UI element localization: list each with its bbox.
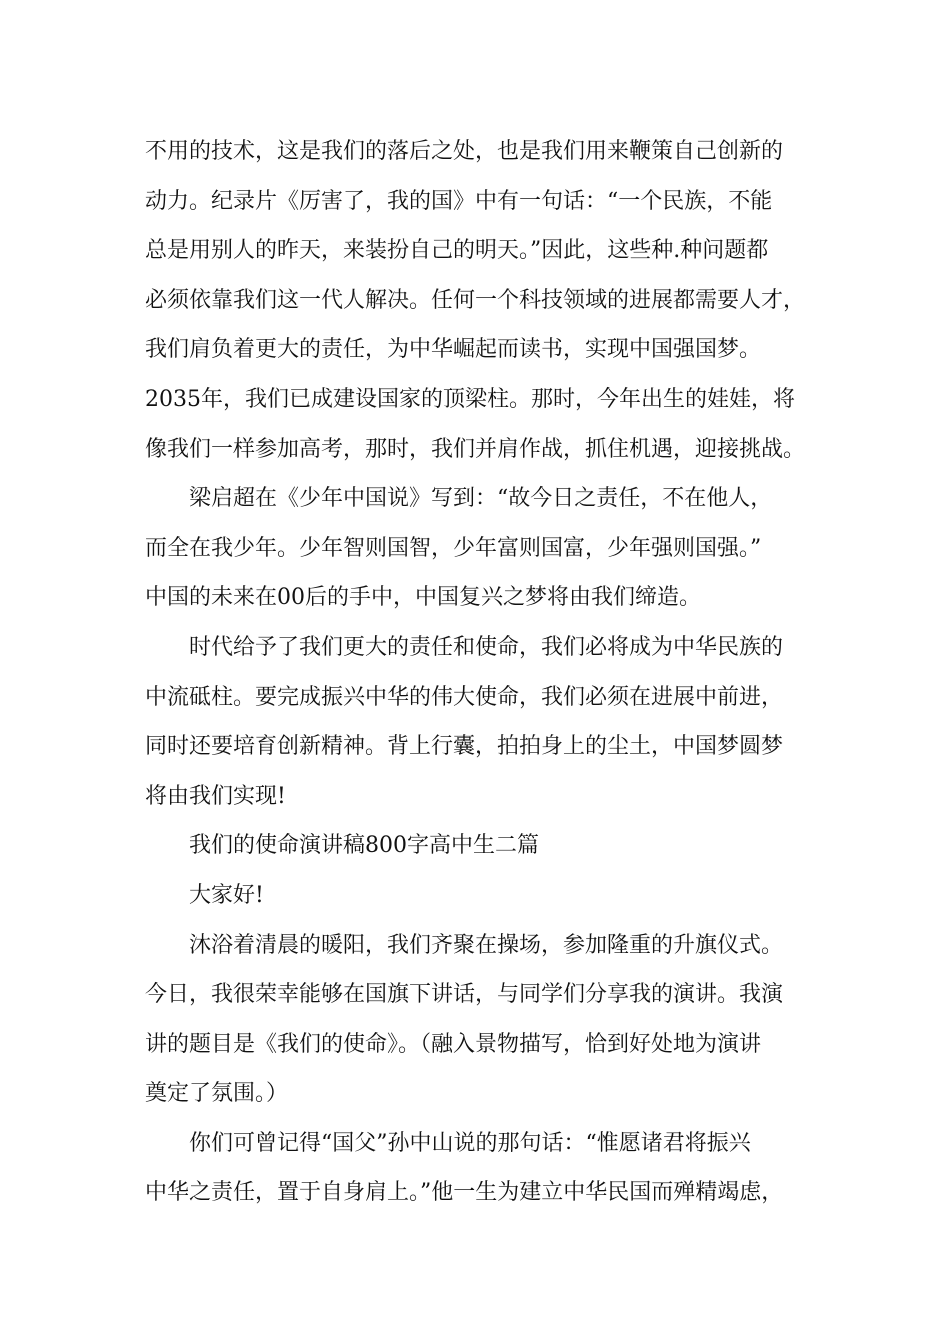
text-line: 中流砥柱。要完成振兴中华的伟大使命，我们必须在进展中前进， (145, 684, 784, 710)
text-line: 中国的未来在00后的手中，中国复兴之梦将由我们缔造。 (145, 585, 701, 611)
text-line: 总是用别人的昨天，来装扮自己的明天。”因此，这些种.种问题都 (145, 238, 769, 264)
paragraph (145, 921, 815, 1119)
paragraph (145, 821, 815, 871)
text-line: 我们肩负着更大的责任，为中华崛起而读书，实现中国强国梦。 (145, 337, 762, 363)
paragraph (145, 1119, 815, 1218)
text-line: 像我们一样参加高考，那时，我们并肩作战，抓住机遇，迎接挑战。 (145, 436, 806, 462)
text-line: 将由我们实现! (145, 783, 286, 809)
text-line: 2035年，我们已成建设国家的顶梁柱。那时，今年出生的娃娃，将 (145, 386, 795, 412)
text-line: 中华之责任，置于自身肩上。”他一生为建立中华民国而殚精竭虑， (145, 1180, 784, 1206)
paragraph (145, 623, 815, 821)
document-body (145, 127, 815, 1218)
text-line: 时代给予了我们更大的责任和使命，我们必将成为中华民族的 (189, 634, 784, 660)
text-line: 今日，我很荣幸能够在国旗下讲话，与同学们分享我的演讲。我演 (145, 982, 784, 1008)
text-line: 动力。纪录片《厉害了，我的国》中有一句话：“一个民族，不能 (145, 188, 773, 214)
text-line: 而全在我少年。少年智则国智，少年富则国富，少年强则国强。” (145, 535, 762, 561)
paragraph (145, 127, 815, 474)
text-line: 不用的技术，这是我们的落后之处，也是我们用来鞭策自己创新的 (145, 139, 784, 164)
text-line: 你们可曾记得“国父”孙中山说的那句话：“惟愿诸君将振兴 (189, 1130, 751, 1156)
text-line: 沐浴着清晨的暖阳，我们齐聚在操场，参加隆重的升旗仪式。 (189, 932, 784, 958)
text-line: 梁启超在《少年中国说》写到：“故今日之责任，不在他人， (189, 486, 773, 512)
text-line: 必须依靠我们这一代人解决。任何一个科技领域的进展都需要人才， (145, 287, 806, 313)
text-line: 讲的题目是《我们的使命》。（融入景物描写，恰到好处地为演讲 (145, 1031, 762, 1057)
text-line: 奠定了氛围。） (145, 1081, 289, 1107)
text-line: 同时还要培育创新精神。背上行囊，拍拍身上的尘土，中国梦圆梦 (145, 734, 784, 760)
text-line: 我们的使命演讲稿800字高中生二篇 (189, 833, 539, 859)
text-line: 大家好! (189, 882, 264, 908)
paragraph (145, 474, 815, 623)
paragraph (145, 871, 815, 921)
